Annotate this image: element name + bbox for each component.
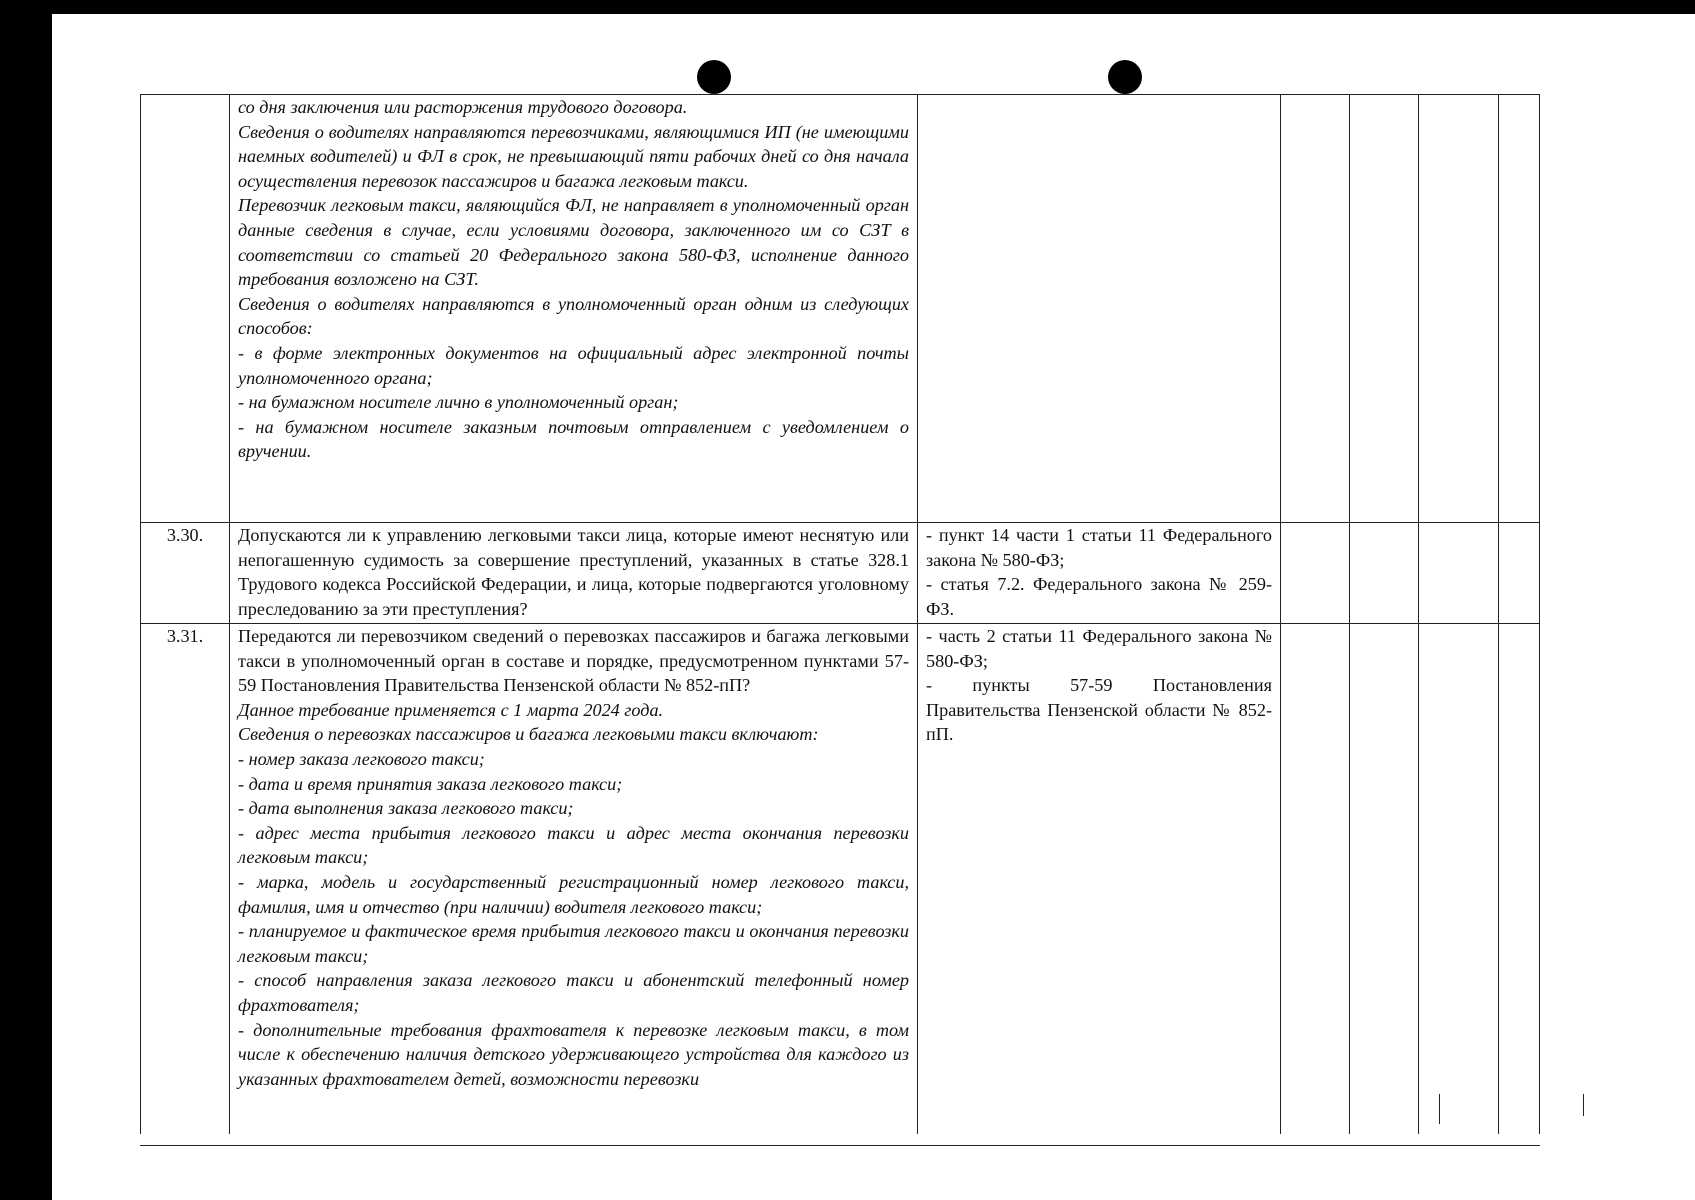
row-number: 3.31. [141, 624, 230, 1135]
question-line: - планируемое и фактическое время прибытия легкового такси и окончания перевозки легковым такси; [238, 921, 909, 966]
punch-hole-right [1108, 60, 1142, 94]
answer-cell [1350, 523, 1419, 624]
answer-cell [1419, 624, 1499, 1135]
question-line: - дата и время принятия заказа легкового такси; [238, 773, 623, 794]
question-cell [230, 523, 918, 624]
question-line: - номер заказа легкового такси; [238, 748, 485, 769]
question-line: Допускаются ли к управлению легковыми такси лица, которые имеют неснятую или непогашенную судимость за совершение преступлений, указанных в статье 328.1 Трудового кодекса Российской Федерации, и лица, которые подвергаются уголовному преследованию за эти преступления? [238, 525, 909, 619]
punch-hole-left [697, 60, 731, 94]
scan-artifact [140, 1019, 141, 1041]
reference-cell [918, 95, 1281, 523]
question-line: Данное требование применяется с 1 марта 2024 года. [238, 699, 664, 720]
row-number: 3.30. [141, 523, 230, 624]
row-number [141, 95, 230, 523]
answer-cell [1350, 95, 1419, 523]
reference-cell [918, 624, 1281, 1135]
table-row [141, 523, 1540, 624]
answer-cell [1419, 523, 1499, 624]
question-line: - способ направления заказа легкового такси и абонентский телефонный номер фрахтователя; [238, 970, 909, 1015]
question-line: Сведения о перевозках пассажиров и багажа легковыми такси включают: [238, 724, 819, 745]
reference-line: - пункт 14 части 1 статьи 11 Федерального закона № 580-ФЗ; [926, 525, 1272, 570]
question-line: Сведения о водителях направляются перевозчиками, являющимися ИП (не имеющими наемных водителей) и ФЛ в срок, не превышающий пяти рабочих дней со дня начала осуществления перевозок пассажиров и багажа легковым такси. [238, 121, 909, 191]
document-page [52, 14, 1695, 1200]
question-cell [230, 624, 918, 1135]
question-line: - адрес места прибытия легкового такси и адрес места окончания перевозки легковым такси; [238, 822, 909, 868]
table-row [141, 95, 1540, 523]
question-line: - в форме электронных документов на официальный адрес электронной почты уполномоченного органа; [238, 342, 909, 388]
question-line: Перевозчик легковым такси, являющийся ФЛ, не направляет в уполномоченный орган данные сведения в случае, если условиями договора, заключенного им со СЗТ в соответствии со статьей 20 Федерального закона 580-ФЗ, исполнение данного требования возложено на СЗТ. [238, 195, 909, 290]
reference-cell [918, 523, 1281, 624]
answer-cell [1499, 95, 1540, 523]
answer-cell [1499, 624, 1540, 1135]
scan-artifact [1583, 1094, 1584, 1116]
answer-cell [1419, 95, 1499, 523]
reference-line: - часть 2 статьи 11 Федерального закона № 580-ФЗ; [926, 626, 1272, 671]
reference-line: - пункты 57-59 Постановления Правительства Пензенской области № 852-пП. [926, 675, 1272, 745]
question-line: со дня заключения или расторжения трудового договора. [238, 97, 688, 117]
answer-cell [1350, 624, 1419, 1135]
table-bottom-border [140, 1145, 1540, 1146]
question-line: - дата выполнения заказа легкового такси; [238, 798, 574, 819]
question-line: Сведения о водителях направляются в уполномоченный орган одним из следующих способов: [238, 293, 909, 339]
question-line: - на бумажном носителе лично в уполномоченный орган; [238, 392, 679, 413]
checklist-table [140, 94, 1540, 1134]
question-line: Передаются ли перевозчиком сведений о перевозках пассажиров и багажа легковыми такси в уполномоченный орган в составе и порядке, предусмотренном пунктами 57-59 Постановления Правительства Пензенской области № 852-пП? [238, 626, 909, 696]
answer-cell [1499, 523, 1540, 624]
question-line: - дополнительные требования фрахтователя к перевозке легковым такси, в том числе к обеспечению наличия детского удерживающего устройства для каждого из указанных фрахтователем детей, возможности перевозки [238, 1019, 909, 1089]
question-line: - марка, модель и государственный регистрационный номер легкового такси, фамилия, имя и отчество (при наличии) водителя легкового такси; [238, 871, 909, 917]
answer-cell [1281, 624, 1350, 1135]
scan-artifact [1439, 1094, 1440, 1124]
answer-cell [1281, 523, 1350, 624]
question-cell [230, 95, 918, 523]
reference-line: - статья 7.2. Федерального закона № 259-ФЗ. [926, 574, 1272, 619]
answer-cell [1281, 95, 1350, 523]
table-row [141, 624, 1540, 1135]
question-line: - на бумажном носителе заказным почтовым отправлением с уведомлением о вручении. [238, 416, 909, 462]
